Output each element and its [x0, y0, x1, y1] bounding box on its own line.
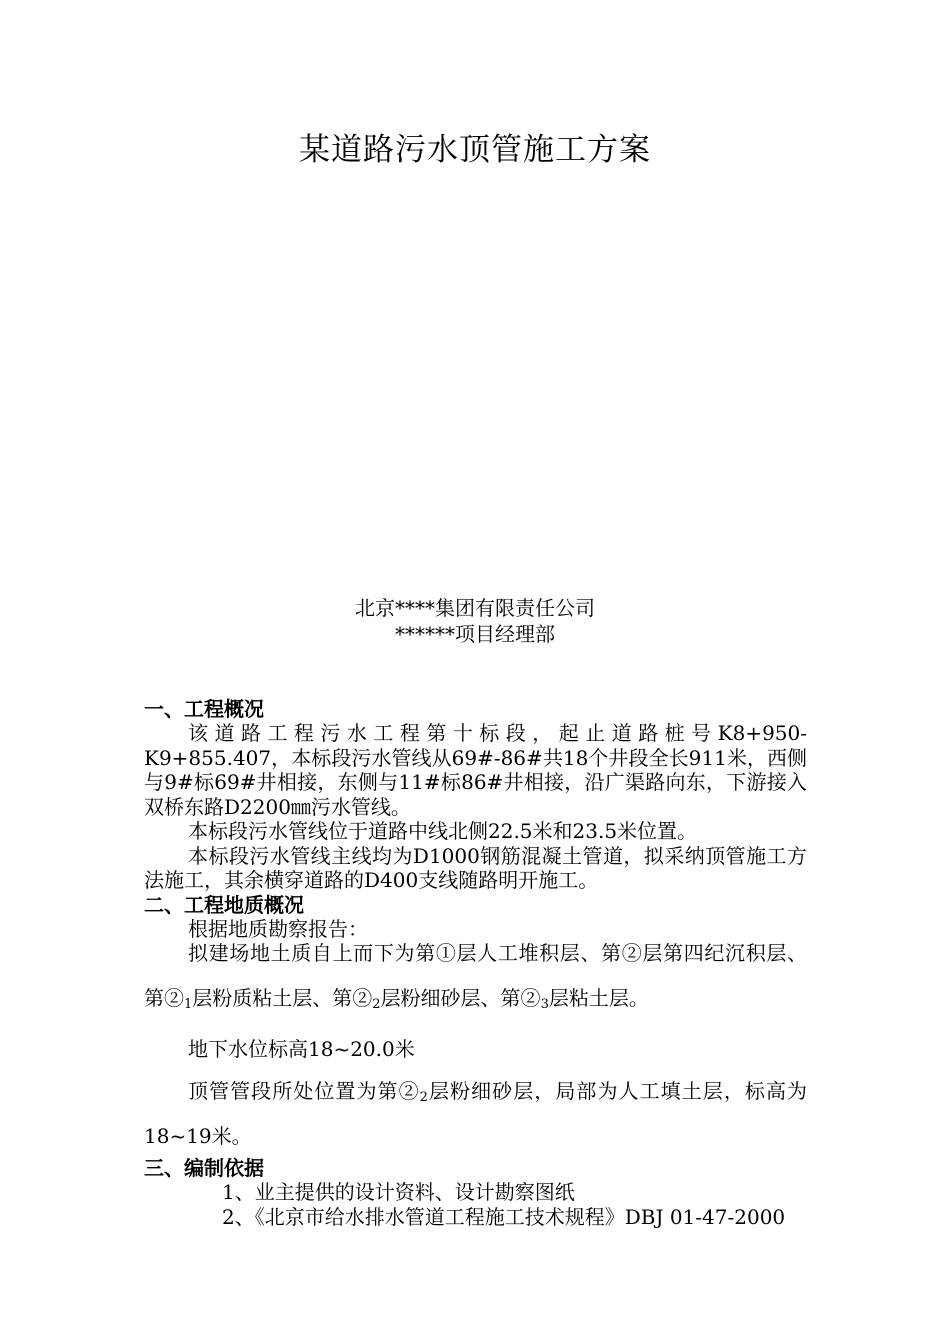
- geology-text: 层粘土层。: [548, 986, 649, 1010]
- overview-paragraph-3: 本标段污水管线主线均为D1000钢筋混凝土管道，拟采纳顶管施工方法施工，其余横穿道路的D400支线随路明开施工。: [144, 843, 807, 892]
- basis-item-1: 1、业主提供的设计资料、设计勘察图纸: [222, 1180, 575, 1204]
- basis-item-2: 2、《北京市给水排水管道工程施工技术规程》DBJ 01-47-2000: [222, 1204, 786, 1229]
- layer-subscript: 2: [372, 997, 381, 1012]
- layer-subscript: 3: [540, 997, 549, 1012]
- overview-paragraph-2: 本标段污水管线位于道路中线北侧22.5米和23.5米位置。: [188, 819, 698, 843]
- document-body: [144, 697, 807, 1229]
- organization-name: 北京****集团有限责任公司: [355, 596, 595, 620]
- section-heading-basis: 三、编制依据: [144, 1156, 264, 1180]
- position-text: 顶管管段所处位置为第②: [188, 1079, 420, 1103]
- overview-paragraph-1: 该道路工程污水工程第十标段，起止道路桩号K8+950-K9+855.407，本标段污水管线从69#-86#共18个井段全长911米，西侧与9#标69#井相接，东侧与11#标86#井相接，沿广渠路向东，下游接入双桥东路D2200㎜污水管线。: [144, 721, 807, 819]
- geology-text: 拟建场地土质自上而下为第①层人工堆积层、第②层第四纪沉积层、第②: [144, 941, 807, 1010]
- document-title: 某道路污水顶管施工方案: [299, 132, 651, 168]
- groundwater-paragraph: 地下水位标高18~20.0米: [188, 1037, 415, 1061]
- layer-subscript: 1: [184, 997, 193, 1012]
- jacking-position-paragraph: [144, 1072, 807, 1156]
- organization-block: [0, 595, 950, 647]
- geology-text: 层粉细砂层、第②: [380, 986, 541, 1010]
- layer-subscript: 2: [419, 1090, 428, 1105]
- section-heading-geology: 二、工程地质概况: [144, 892, 304, 917]
- project-department: ******项目经理部: [395, 622, 555, 646]
- position-text: 层粉细砂层，局部为人工填土层，标高为18~19米。: [144, 1079, 808, 1148]
- geology-paragraph-1: 根据地质勘察报告：: [188, 916, 368, 941]
- section-heading-overview: 一、工程概况: [144, 697, 264, 721]
- geology-paragraph-2: [144, 931, 807, 1027]
- geology-text: 层粉质粘土层、第②: [192, 986, 373, 1010]
